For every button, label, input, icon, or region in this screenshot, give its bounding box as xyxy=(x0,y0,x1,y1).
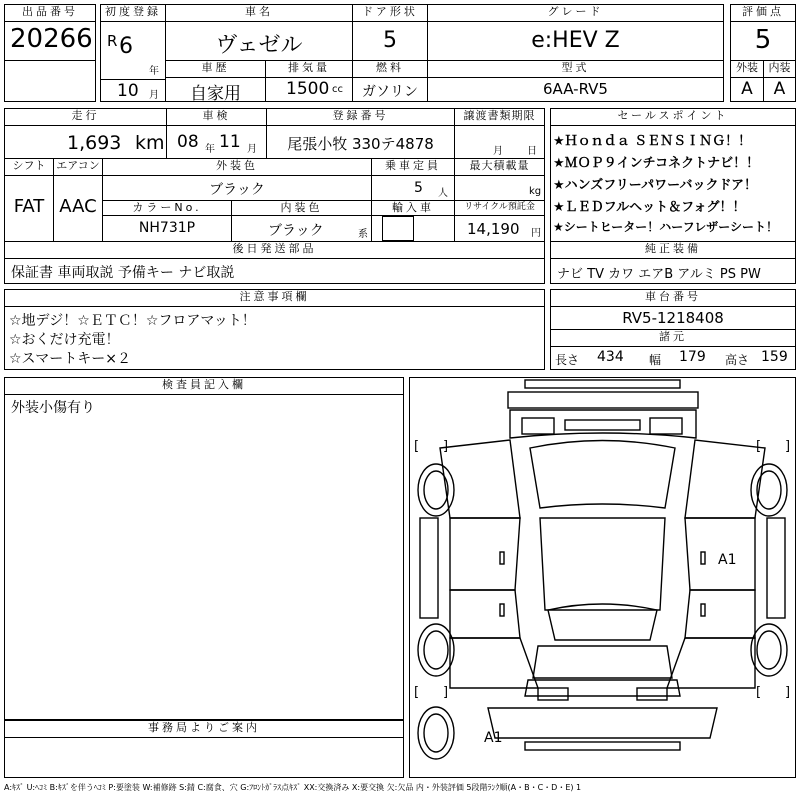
length-value: 434 xyxy=(597,349,624,365)
year-unit: 年 xyxy=(149,66,159,77)
import-box-left xyxy=(382,216,414,241)
inspection-header: 車検 xyxy=(166,108,267,126)
score-header: 評価点 xyxy=(730,4,796,22)
recycle-fee-header: リサイクル預託金 xyxy=(454,200,545,216)
exterior-score-cell xyxy=(730,77,764,102)
svg-text:]: ] xyxy=(443,685,449,700)
notes-cell xyxy=(4,306,545,370)
color-number-value: NH731P xyxy=(138,220,196,236)
capacity-header: 乗車定員 xyxy=(371,158,455,176)
fuel-cell xyxy=(352,77,428,102)
max-load-unit: kg xyxy=(529,186,542,197)
registration-number-header: 登録番号 xyxy=(266,108,455,126)
inspection-year-unit: 年 xyxy=(205,144,215,155)
car-name-header: 車名 xyxy=(165,4,353,22)
selling-point-2: ★ＭＯＰ９インチコネクトナビ！！ xyxy=(553,156,760,171)
interior-color-value: ブラック xyxy=(268,223,324,239)
interior-score-value: A xyxy=(773,79,786,99)
displacement-value: 1500 xyxy=(286,79,330,99)
interior-score-cell xyxy=(763,77,796,102)
fuel-header: 燃料 xyxy=(352,60,428,78)
door-type-header: ドア形状 xyxy=(352,4,428,22)
svg-text:]: ] xyxy=(785,685,791,700)
mileage-unit: km xyxy=(135,132,165,154)
width-label: 幅 xyxy=(649,353,662,367)
color-number-cell xyxy=(102,215,232,242)
office-notice-cell xyxy=(4,737,404,778)
note-line-1: ☆地デジ！☆ＥＴＣ！☆フロアマット！ xyxy=(9,313,256,329)
length-label: 長さ xyxy=(555,353,580,367)
exterior-score-header: 外装 xyxy=(730,60,764,78)
score-cell xyxy=(730,21,796,61)
note-line-3: ☆スマートキー×２ xyxy=(9,351,132,367)
selling-point-5: ★シートヒーター！ハーフレザーシート！ xyxy=(553,220,778,234)
color-number-header: カラーNo. xyxy=(102,200,232,216)
damage-mark-right-door: A1 xyxy=(718,552,737,568)
equipment-cell xyxy=(550,258,796,284)
grade-header: グレード xyxy=(427,4,724,22)
inspector-notes-cell xyxy=(4,394,404,720)
vehicle-history-header: 車歴 xyxy=(165,60,266,78)
month-unit: 月 xyxy=(149,90,159,101)
inspection-cell xyxy=(166,125,267,159)
interior-score-header: 内装 xyxy=(763,60,796,78)
specs-header: 諸元 xyxy=(550,329,796,347)
recycle-fee-value: 14,190 xyxy=(467,220,520,238)
interior-color-header: 内装色 xyxy=(231,200,372,216)
lot-number-blank xyxy=(4,60,96,102)
exterior-score-value: A xyxy=(741,79,753,99)
transfer-deadline-header: 譲渡書類期限 xyxy=(454,108,545,126)
exterior-color-cell xyxy=(102,175,372,201)
recycle-fee-unit: 円 xyxy=(531,228,541,239)
grade-value: e:HEV Z xyxy=(531,28,620,53)
transfer-deadline-cell xyxy=(454,125,545,159)
registration-number-cell xyxy=(266,125,455,159)
svg-text:[: [ xyxy=(756,439,762,454)
svg-text:[: [ xyxy=(414,439,420,454)
inspection-month-unit: 月 xyxy=(247,144,257,155)
import-cell xyxy=(371,215,455,242)
chassis-number-value: RV5-1218408 xyxy=(622,309,724,327)
selling-point-4: ★ＬＥＤフルヘット＆フォグ！！ xyxy=(553,200,746,215)
mileage-cell xyxy=(4,125,167,159)
selling-points-header: セールスポイント xyxy=(550,108,796,126)
selling-point-3: ★ハンズフリーパワーバックドア！ xyxy=(553,178,758,193)
note-line-2: ☆おくだけ充電！ xyxy=(9,332,120,348)
recycle-fee-cell xyxy=(454,215,545,242)
shift-value: FAT xyxy=(13,196,45,217)
width-value: 179 xyxy=(679,349,706,365)
displacement-unit: cc xyxy=(332,84,343,95)
chassis-number-cell xyxy=(550,306,796,330)
capacity-unit: 人 xyxy=(438,188,448,199)
car-name-value: ヴェゼル xyxy=(215,33,303,58)
first-registration-month: 10 xyxy=(117,81,139,101)
exterior-color-value: ブラック xyxy=(209,182,265,198)
first-registration-header: 初度登録 xyxy=(100,4,166,22)
svg-text:[: [ xyxy=(756,685,762,700)
score-value: 5 xyxy=(754,25,772,55)
lot-number-value: 20266 xyxy=(10,24,93,54)
equipment-value: ナビ TV カワ エアB アルミ PS PW xyxy=(557,267,761,282)
mileage-header: 走行 xyxy=(4,108,167,126)
capacity-cell xyxy=(371,175,455,201)
max-load-header: 最大積載量 xyxy=(454,158,545,176)
interior-color-cell xyxy=(231,215,372,242)
notes-header: 注意事項欄 xyxy=(4,289,545,307)
later-parts-value: 保証書 車両取説 予備キー ナビ取説 xyxy=(11,265,235,281)
model-code-value: 6AA-RV5 xyxy=(543,80,608,98)
transfer-day-unit: 日 xyxy=(527,146,537,157)
model-code-header: 型式 xyxy=(427,60,724,78)
inspection-year: 08 xyxy=(177,132,199,152)
interior-color-suffix: 系 xyxy=(358,229,368,240)
model-code-cell xyxy=(427,77,724,102)
fuel-value: ガソリン xyxy=(362,84,418,100)
displacement-header: 排気量 xyxy=(265,60,353,78)
registration-number-value: 尾張小牧 330テ4878 xyxy=(287,135,434,153)
grade-cell xyxy=(427,21,724,61)
lot-number-cell xyxy=(4,21,96,61)
height-label: 高さ xyxy=(725,353,750,367)
vehicle-history-cell xyxy=(165,77,266,102)
exterior-color-header: 外装色 xyxy=(102,158,372,176)
car-name-cell xyxy=(165,21,353,61)
car-diagram-panel xyxy=(409,377,796,778)
specs-cell xyxy=(550,346,796,370)
shift-cell xyxy=(4,175,54,242)
vehicle-history-value: 自家用 xyxy=(190,84,241,104)
svg-text:]: ] xyxy=(443,439,449,454)
car-diagram xyxy=(410,378,795,777)
capacity-value: 5 xyxy=(414,180,423,196)
shift-header: シフト xyxy=(4,158,54,176)
displacement-cell xyxy=(265,77,353,102)
aircon-cell xyxy=(53,175,103,242)
aircon-header: エアコン xyxy=(53,158,103,176)
door-type-cell xyxy=(352,21,428,61)
svg-text:]: ] xyxy=(785,439,791,454)
selling-point-1: ★Ｈｏｎｄａ ＳＥＮＳＩＮＧ！！ xyxy=(553,134,752,149)
max-load-cell xyxy=(454,175,545,201)
door-type-value: 5 xyxy=(383,28,397,53)
svg-text:[: [ xyxy=(414,685,420,700)
aircon-value: AAC xyxy=(59,196,97,217)
import-header: 輸入車 xyxy=(371,200,455,216)
mileage-value: 1,693 xyxy=(67,132,122,154)
first-registration-cell xyxy=(100,21,166,80)
first-registration-year: 6 xyxy=(119,34,133,59)
later-parts-header: 後日発送部品 xyxy=(4,241,545,259)
era-mark: R xyxy=(107,32,118,50)
damage-mark-bottom-left: A1 xyxy=(484,730,503,746)
height-value: 159 xyxy=(761,349,788,365)
inspection-month: 11 xyxy=(219,132,241,152)
legend: A:ｷｽﾞ U:ﾍｺﾐ B:ｷｽﾞを伴うﾍｺﾐ P:要塗装 W:補修跡 S:錆 C:腐食、穴 G:ﾌﾛﾝﾄｶﾞﾗｽ点ｷｽﾞ XX:交換済み X:要交換 欠:欠品 内・外装評価 5段階ﾗﾝｸ順(A・B・C・D・E) 1 xyxy=(4,783,582,792)
inspector-notes-header: 検査員記入欄 xyxy=(4,377,404,395)
later-parts-cell xyxy=(4,258,545,284)
inspector-notes-value: 外装小傷有り xyxy=(11,400,95,416)
chassis-number-header: 車台番号 xyxy=(550,289,796,307)
equipment-header: 純正装備 xyxy=(550,241,796,259)
first-registration-month-cell xyxy=(100,79,166,102)
office-notice-header: 事務局よりご案内 xyxy=(4,720,404,738)
lot-number-header: 出品番号 xyxy=(4,4,96,22)
selling-points-cell xyxy=(550,125,796,242)
transfer-month-unit: 月 xyxy=(493,146,503,157)
